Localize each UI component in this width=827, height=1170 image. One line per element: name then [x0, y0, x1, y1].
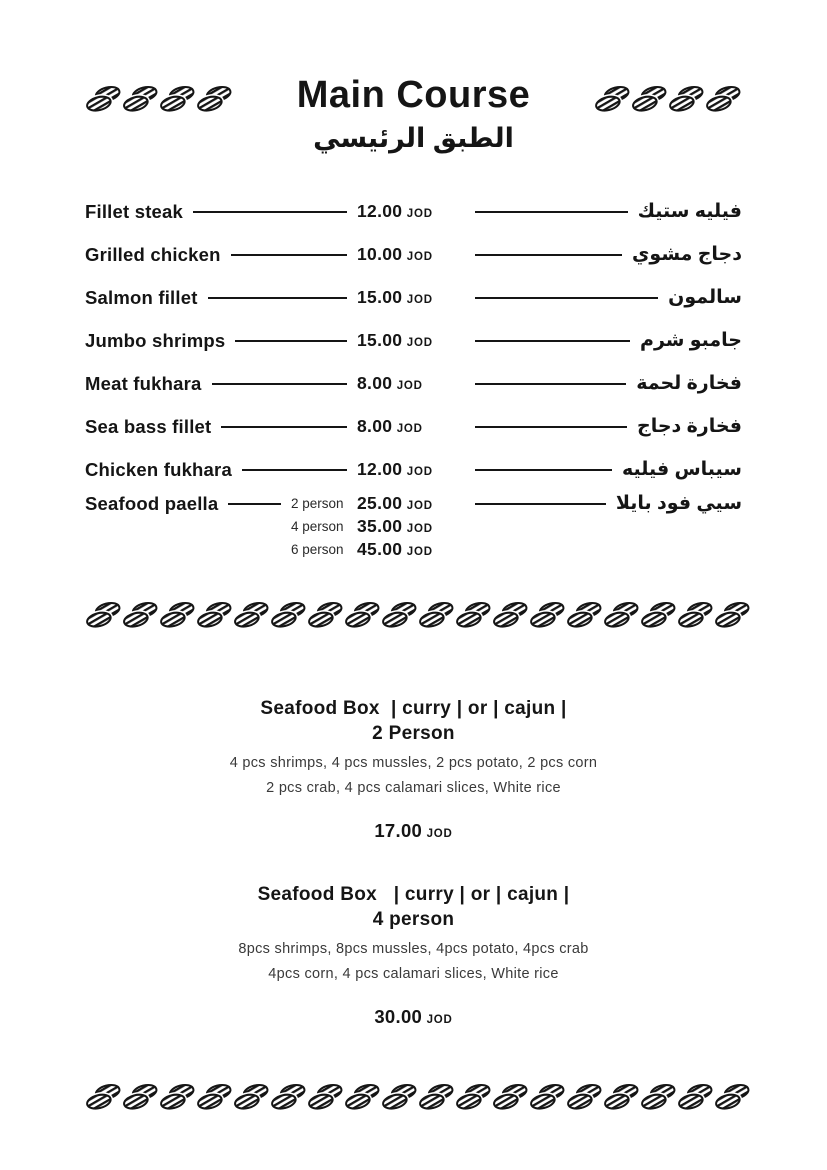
rope-knot-icon — [85, 1082, 122, 1112]
rope-knot-icon — [381, 1082, 418, 1112]
leader-line — [475, 297, 658, 299]
rope-knot-icon — [196, 84, 233, 114]
leader-line — [193, 211, 347, 213]
rope-knot-icon — [455, 600, 492, 630]
currency-label: JOD — [426, 1014, 453, 1026]
box-subtitle: 2 Person — [372, 723, 455, 744]
rope-knot-icon — [714, 600, 751, 630]
leader-line — [228, 503, 281, 505]
page-title: Main Course — [296, 74, 531, 116]
rope-knot-icon — [418, 1082, 455, 1112]
item-name-ar: سالمون — [668, 287, 742, 308]
currency-label: JOD — [406, 208, 433, 220]
item-price: 25.00 JOD — [357, 493, 433, 513]
rope-knot-icon — [631, 84, 668, 114]
rope-knot-icon — [566, 1082, 603, 1112]
rope-knot-icon — [85, 600, 122, 630]
rope-knot-icon — [85, 84, 122, 114]
rope-knot-icon — [159, 1082, 196, 1112]
item-price: 8.00 JOD — [357, 373, 423, 393]
item-name-en: Seafood paella — [85, 492, 219, 514]
rope-knot-icon — [640, 600, 677, 630]
option-label: 2 person — [291, 496, 344, 511]
paella-option — [291, 538, 465, 561]
box-price: 30.00 JOD — [374, 1006, 453, 1027]
box-description-line: 4 pcs shrimps, 4 pcs mussles, 2 pcs potato, 2 pcs corn — [229, 755, 598, 771]
rope-knot-icon — [677, 1082, 714, 1112]
box-title: Seafood Box | curry | or | cajun | — [260, 698, 567, 719]
leader-line — [208, 297, 347, 299]
leader-line — [235, 340, 347, 342]
rope-knot-icon — [677, 600, 714, 630]
rope-knot-icon — [492, 1082, 529, 1112]
paella-option — [291, 515, 465, 538]
item-price: 12.00 JOD — [357, 459, 433, 479]
title-block — [297, 76, 531, 154]
currency-label: JOD — [406, 523, 433, 535]
item-name-ar: دجاج مشوي — [632, 244, 742, 265]
menu-row — [85, 448, 742, 491]
item-name-en: Salmon fillet — [85, 286, 198, 308]
paella-option — [291, 492, 465, 515]
page-header — [85, 76, 742, 154]
option-label: 6 person — [291, 542, 344, 557]
leader-line — [212, 383, 347, 385]
item-name-en: Grilled chicken — [85, 243, 221, 265]
seafood-box-4-person — [0, 884, 827, 1028]
currency-label: JOD — [426, 828, 453, 840]
rope-knot-icon — [122, 84, 159, 114]
item-name-ar: فخارة دجاج — [637, 416, 742, 437]
currency-label: JOD — [406, 294, 433, 306]
leader-line — [231, 254, 347, 256]
box-description-line: 8pcs shrimps, 8pcs mussles, 4pcs potato, 4pcs crab — [238, 941, 589, 957]
box-description-line: 2 pcs crab, 4 pcs calamari slices, White rice — [266, 780, 561, 796]
box-description-line: 4pcs corn, 4 pcs calamari slices, White rice — [268, 966, 559, 982]
rope-knot-icon — [529, 1082, 566, 1112]
item-name-en: Fillet steak — [85, 200, 184, 222]
item-name-en: Meat fukhara — [85, 372, 202, 394]
rope-knot-icon — [196, 600, 233, 630]
item-price: 15.00 JOD — [357, 287, 433, 307]
rope-knot-icon — [233, 600, 270, 630]
rope-knot-icon — [122, 1082, 159, 1112]
currency-label: JOD — [406, 251, 433, 263]
rope-knot-icon — [492, 600, 529, 630]
leader-line — [475, 211, 628, 213]
currency-label: JOD — [396, 380, 423, 392]
rope-knot-icon — [159, 600, 196, 630]
menu-row — [85, 233, 742, 276]
currency-label: JOD — [396, 423, 423, 435]
rope-knot-icon — [594, 84, 631, 114]
item-price: 8.00 JOD — [357, 416, 423, 436]
menu-row — [85, 405, 742, 448]
menu-row-seafood-paella — [85, 492, 742, 561]
box-price: 17.00 JOD — [374, 820, 453, 841]
item-price: 15.00 JOD — [357, 330, 433, 350]
item-name-ar: جامبو شرم — [640, 330, 742, 351]
leader-line — [475, 340, 630, 342]
rope-knot-icon — [159, 84, 196, 114]
rope-knot-icon — [705, 84, 742, 114]
rope-knot-icon — [307, 1082, 344, 1112]
rope-divider — [85, 1082, 742, 1112]
menu-row — [85, 190, 742, 233]
item-price: 12.00 JOD — [357, 201, 433, 221]
menu-row — [85, 276, 742, 319]
rope-knot-icon — [270, 1082, 307, 1112]
rope-knot-icon — [566, 600, 603, 630]
rope-knot-icon — [270, 600, 307, 630]
box-title: Seafood Box | curry | or | cajun | — [257, 884, 570, 905]
seafood-box-2-person — [0, 698, 827, 842]
rope-knot-icon — [381, 600, 418, 630]
rope-knot-icon — [714, 1082, 751, 1112]
item-name-en: Jumbo shrimps — [85, 329, 226, 351]
leader-line — [221, 426, 347, 428]
leader-line — [475, 254, 622, 256]
rope-knot-icon — [344, 1082, 381, 1112]
currency-label: JOD — [406, 337, 433, 349]
item-price: 35.00 JOD — [357, 516, 433, 536]
currency-label: JOD — [406, 466, 433, 478]
item-name-en: Sea bass fillet — [85, 415, 212, 437]
currency-label: JOD — [406, 500, 433, 512]
paella-options — [291, 492, 465, 561]
rope-knot-icon — [668, 84, 705, 114]
leader-line — [475, 426, 627, 428]
rope-knot-icon — [344, 600, 381, 630]
item-name-ar: فيليه ستيك — [637, 201, 742, 222]
item-name-ar: سيباس فيليه — [621, 459, 742, 480]
rope-knot-icon — [640, 1082, 677, 1112]
rope-knot-icon — [418, 600, 455, 630]
rope-knot-icon — [122, 600, 159, 630]
rope-knot-icon — [307, 600, 344, 630]
rope-knot-icon — [455, 1082, 492, 1112]
menu-row — [85, 362, 742, 405]
item-name-en: Chicken fukhara — [85, 458, 232, 480]
page-title-arabic: الطبق الرئيسي — [313, 122, 514, 153]
rope-divider — [85, 600, 742, 630]
currency-label: JOD — [406, 546, 433, 558]
rope-knot-icon — [603, 600, 640, 630]
option-label: 4 person — [291, 519, 344, 534]
box-subtitle: 4 person — [372, 909, 455, 930]
leader-line — [475, 469, 612, 471]
leader-line — [242, 469, 347, 471]
menu-row — [85, 319, 742, 362]
header-ornament-left — [85, 84, 233, 114]
leader-line — [475, 383, 626, 385]
leader-line — [475, 503, 606, 505]
rope-knot-icon — [603, 1082, 640, 1112]
rope-knot-icon — [233, 1082, 270, 1112]
item-name-ar: سيي فود بايلا — [615, 493, 742, 514]
header-ornament-right — [594, 84, 742, 114]
rope-knot-icon — [196, 1082, 233, 1112]
menu-list — [85, 190, 742, 561]
item-price: 10.00 JOD — [357, 244, 433, 264]
item-price: 45.00 JOD — [357, 539, 433, 559]
rope-knot-icon — [529, 600, 566, 630]
item-name-ar: فخارة لحمة — [636, 373, 742, 394]
